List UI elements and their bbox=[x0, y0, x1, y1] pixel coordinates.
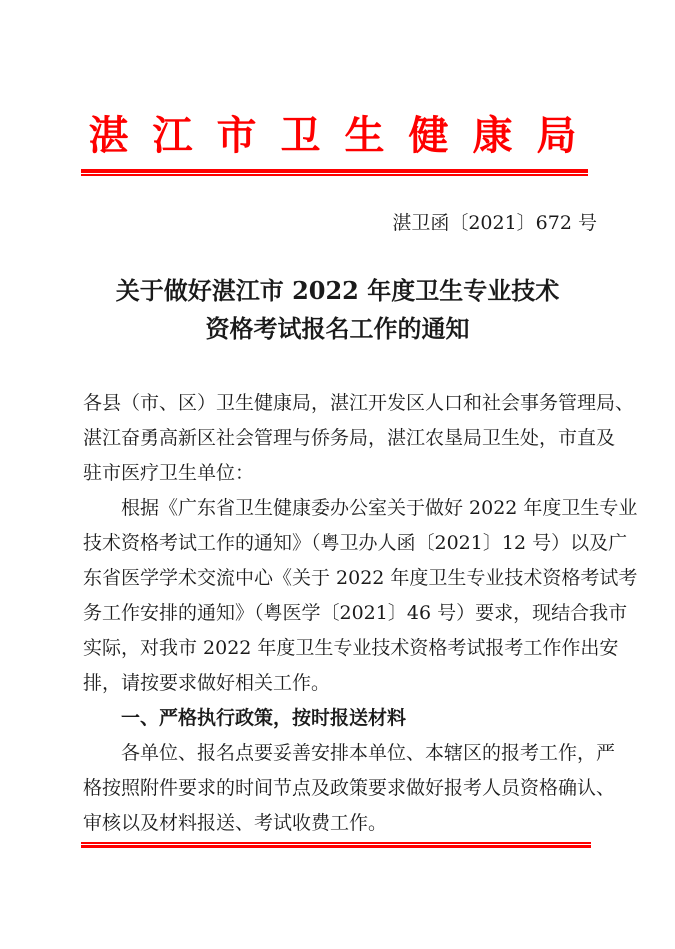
body-line: 排，请按要求做好相关工作。 bbox=[83, 672, 331, 694]
body-line: 实际，对我市 2022 年度卫生专业技术资格考试报考工作作出安 bbox=[83, 637, 619, 659]
body-line: 东省医学学术交流中心《关于 2022 年度卫生专业技术资格考试考 bbox=[83, 567, 638, 589]
recipients-line: 湛江奋勇高新区社会管理与侨务局，湛江农垦局卫生处，市直及 bbox=[83, 427, 616, 449]
body-line: 格按照附件要求的时间节点及政策要求做好报考人员资格确认、 bbox=[83, 777, 616, 799]
document-title bbox=[0, 272, 675, 348]
body-line: 审核以及材料报送、考试收费工作。 bbox=[83, 812, 388, 834]
document-reference-number: 湛卫函〔2021〕672 号 bbox=[392, 212, 597, 234]
letterhead-double-rule bbox=[81, 169, 588, 176]
section-heading: 一、严格执行政策，按时报送材料 bbox=[121, 707, 407, 729]
recipients-line: 驻市医疗卫生单位： bbox=[83, 462, 255, 484]
agency-letterhead-title: 湛江市卫生健康局 bbox=[88, 112, 601, 159]
body-line: 技术资格考试工作的通知》（粤卫办人函〔2021〕12 号）以及广 bbox=[83, 532, 628, 554]
body-line: 各单位、报名点要妥善安排本单位、本辖区的报考工作，严 bbox=[121, 742, 616, 764]
document-title-line1: 关于做好湛江市 2022 年度卫生专业技术 bbox=[115, 276, 560, 305]
recipients-line: 各县（市、区）卫生健康局，湛江开发区人口和社会事务管理局、 bbox=[83, 392, 635, 414]
body-line: 根据《广东省卫生健康委办公室关于做好 2022 年度卫生专业 bbox=[121, 497, 638, 519]
body-line: 务工作安排的通知》（粤医学〔2021〕46 号）要求，现结合我市 bbox=[83, 602, 628, 624]
document-body bbox=[83, 386, 638, 841]
footer-double-rule bbox=[81, 842, 591, 848]
document-title-line2: 资格考试报名工作的通知 bbox=[205, 314, 470, 343]
